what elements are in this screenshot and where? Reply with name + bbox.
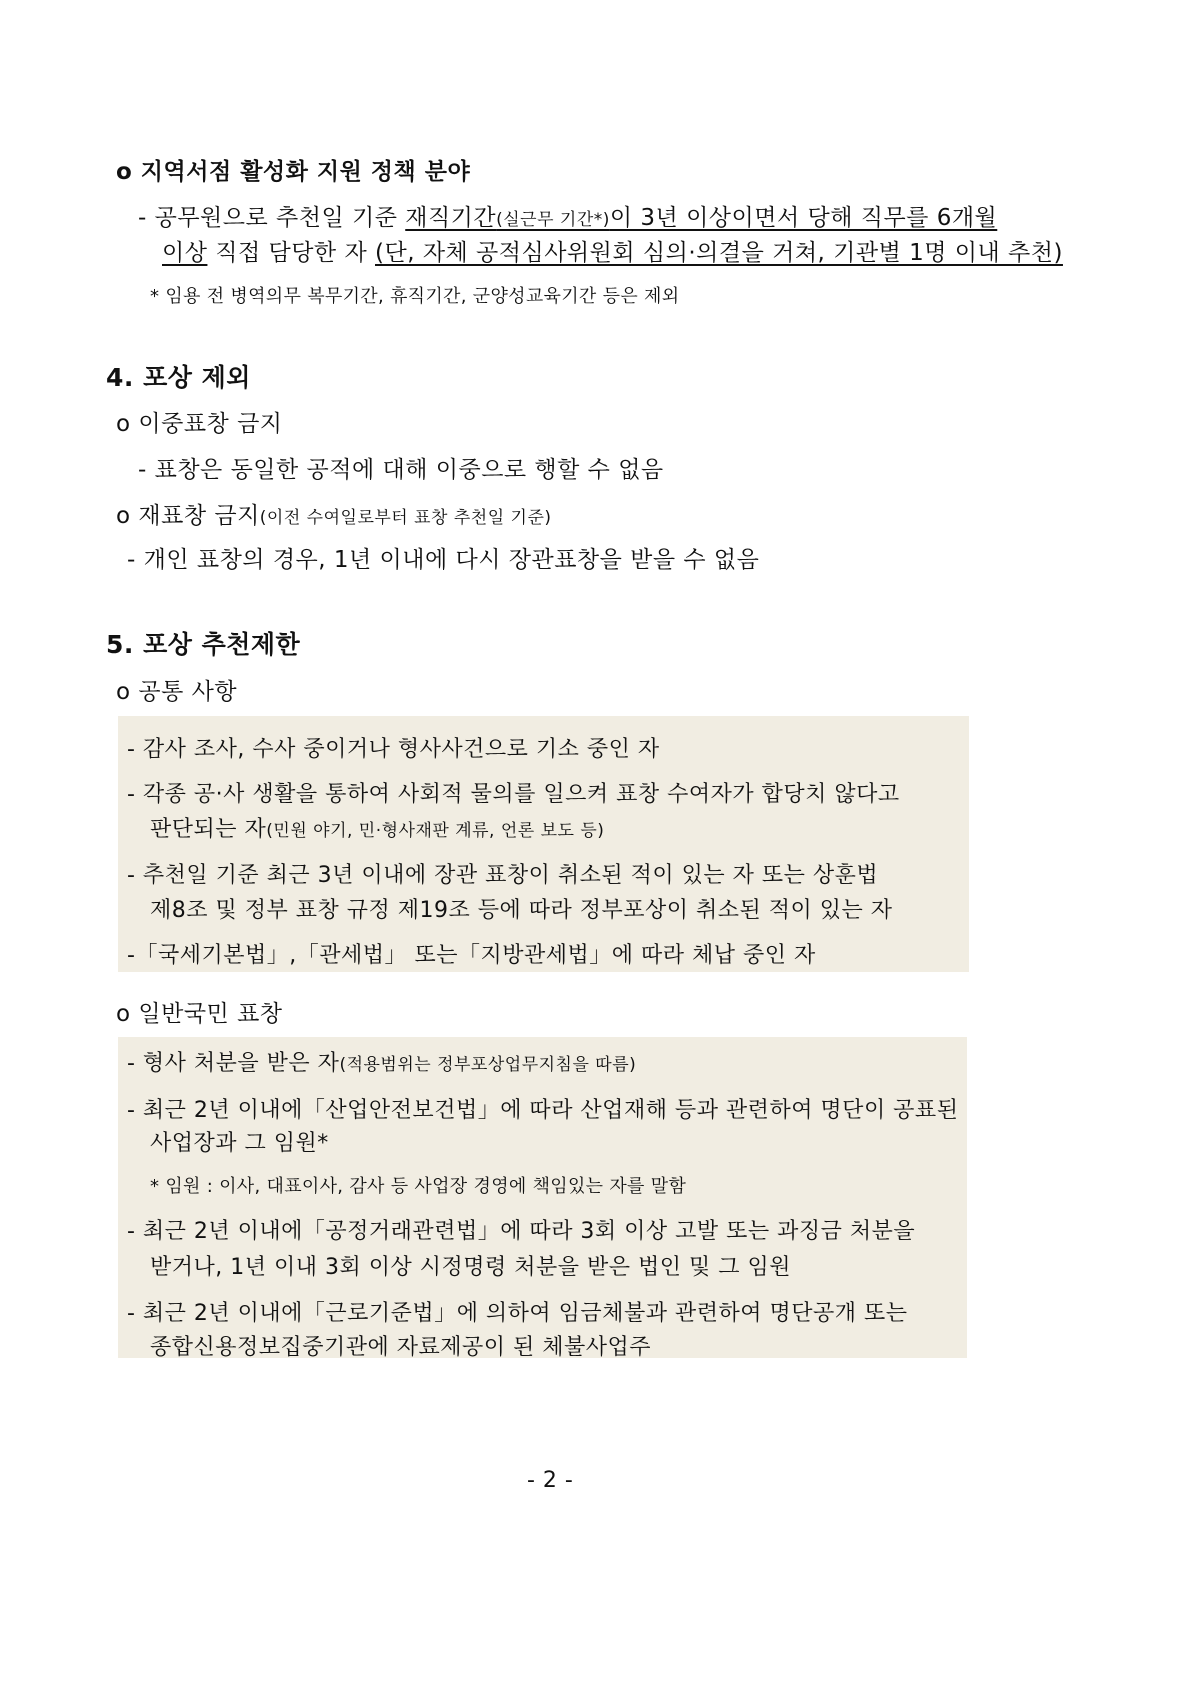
restriction-item-cont: 제8조 및 정부 표창 규정 제19조 등에 따라 정부포상이 취소된 적이 있는 자 [150, 898, 893, 923]
underlined-text: 이상 [162, 240, 208, 266]
sub-item: - 개인 표창의 경우, 1년 이내에 다시 장관표창을 받을 수 없음 [127, 547, 760, 573]
restriction-item-cont: 받거나, 1년 이내 3회 이상 시정명령 처분을 받은 법인 및 그 임원 [150, 1255, 791, 1280]
text-fragment: (이전 수여일로부터 표창 추천일 기준) [259, 508, 552, 528]
bullet-general-public: o 일반국민 표창 [116, 1001, 283, 1027]
section-heading-4: 4. 포상 제외 [106, 363, 251, 392]
text-fragment: (적용범위는 정부포상업무지침을 따름) [339, 1055, 637, 1075]
text-fragment: - 공무원으로 추천일 기준 [138, 205, 406, 231]
restriction-item: - 최근 2년 이내에「공정거래관련법」에 따라 3회 이상 고발 또는 과징금 처분을 [127, 1219, 916, 1244]
section-heading-5: 5. 포상 추천제한 [106, 630, 301, 659]
paragraph-line [162, 234, 1063, 267]
restriction-item: -「국세기본법」,「관세법」 또는「지방관세법」에 따라 체납 중인 자 [127, 943, 816, 968]
section-title-local-bookstore: o 지역서점 활성화 지원 정책 분야 [116, 159, 471, 185]
restriction-item: - 각종 공·사 생활을 통하여 사회적 물의를 일으켜 표창 수여자가 합당치 않다고 [127, 782, 900, 807]
bullet-common: o 공통 사항 [116, 679, 238, 705]
text-fragment: - 형사 처분을 받은 자 [127, 1051, 340, 1076]
text-fragment: o 재표창 금지 [116, 503, 260, 529]
text-fragment: 재직기간 [405, 205, 497, 231]
text-fragment: 이 3년 이상이면서 당해 직무를 6개월 [609, 205, 998, 231]
sub-item: - 표창은 동일한 공적에 대해 이중으로 행할 수 없음 [138, 457, 664, 483]
restriction-item-cont: 종합신용정보집중기관에 자료제공이 된 체불사업주 [150, 1335, 652, 1360]
restriction-item: - 추천일 기준 최근 3년 이내에 장관 표창이 취소된 적이 있는 자 또는 상훈법 [127, 863, 879, 888]
restriction-item-cont [150, 812, 604, 843]
bullet-re-award [116, 497, 552, 530]
text-fragment: 판단되는 자 [150, 817, 267, 842]
restriction-item [127, 1046, 636, 1077]
footnote: * 임원 : 이사, 대표이사, 감사 등 사업장 경영에 책임있는 자를 말함 [150, 1176, 687, 1197]
page-number: - 2 - [527, 1468, 574, 1493]
restriction-item-cont: 사업장과 그 임원* [150, 1131, 329, 1156]
bullet-double-award: o 이중표창 금지 [116, 411, 283, 437]
restriction-item: - 최근 2년 이내에「근로기준법」에 의하여 임금체불과 관련하여 명단공개 또는 [127, 1301, 908, 1326]
restriction-item: - 최근 2년 이내에「산업안전보건법」에 따라 산업재해 등과 관련하여 명단이 공표된 [127, 1098, 959, 1123]
underlined-text: (단, 자체 공적심사위원회 심의·의결을 거쳐, 기관별 1명 이내 추천) [375, 240, 1063, 266]
restriction-item: - 감사 조사, 수사 중이거나 형사사건으로 기소 중인 자 [127, 737, 660, 762]
text-fragment: (민원 야기, 민·형사재판 계류, 언론 보도 등) [266, 821, 605, 841]
text-fragment: (실근무 기간*) [496, 210, 610, 230]
paragraph-line [138, 199, 997, 232]
text-fragment: 직접 담당한 자 [207, 240, 375, 266]
footnote: * 임용 전 병역의무 복무기간, 휴직기간, 군양성교육기간 등은 제외 [150, 286, 680, 307]
underlined-text [405, 205, 997, 231]
